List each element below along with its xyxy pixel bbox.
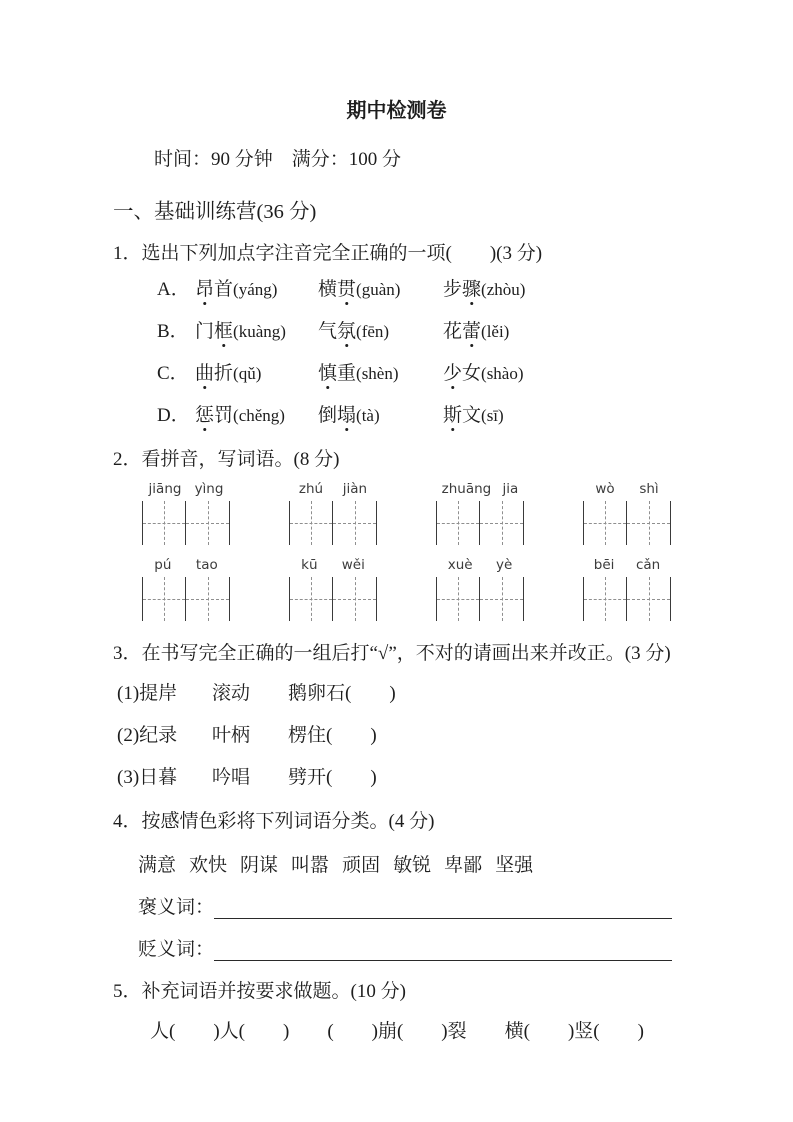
dotted-char: 少 <box>443 363 463 384</box>
writing-grid <box>289 501 377 545</box>
fill-blank-line <box>214 937 672 961</box>
pinyin-label: bēi cǎn <box>593 557 661 573</box>
dotted-char: 惩 <box>195 405 215 426</box>
dotted-char: 蕾 <box>462 321 482 342</box>
fill-blank-line <box>214 895 672 919</box>
word-item: 劈开( ) <box>288 767 377 788</box>
pinyin-grid-group <box>583 557 671 621</box>
option-word: 惩罚(chěng) <box>195 405 285 426</box>
pinyin-grid-group <box>142 481 230 545</box>
dotted-char: 塌 <box>337 405 357 426</box>
pinyin-label: jiāng yìng <box>148 481 224 497</box>
pinyin-label: pú tao <box>154 557 218 573</box>
word-item: 叫嚣 <box>291 855 330 876</box>
exam-meta: 时间：90 分钟 满分：100 分 <box>154 149 402 170</box>
word-item: 卑鄙 <box>444 855 483 876</box>
word-item: (1)提岸 <box>117 683 178 704</box>
idiom-fill-row <box>150 1019 793 1045</box>
word-item: 楞住( ) <box>288 725 377 746</box>
grid-cell <box>143 501 186 545</box>
category-label: 褒义词： <box>138 897 215 918</box>
pinyin-grid-group <box>289 481 377 545</box>
question-2-stem: 2．看拼音，写词语。(8 分) <box>113 449 340 470</box>
pinyin-grid-group <box>289 557 377 621</box>
grid-cell <box>333 577 376 621</box>
question-1-stem: 1．选出下列加点字注音完全正确的一项( )(3 分) <box>113 243 543 264</box>
pinyin-annotation: (chěng) <box>233 406 285 425</box>
grid-cell <box>186 501 229 545</box>
word-item: 满意 <box>138 855 177 876</box>
writing-grid <box>289 577 377 621</box>
question-5-stem: 5．补充词语并按要求做题。(10 分) <box>113 981 406 1002</box>
word-item: 滚动 <box>212 683 251 704</box>
writing-grid <box>436 501 524 545</box>
pinyin-annotation: (yáng) <box>233 280 278 299</box>
pinyin-annotation: (fēn) <box>356 322 390 341</box>
word-item: 阴谋 <box>240 855 279 876</box>
grid-cell <box>333 501 376 545</box>
option-word: 横贯(guàn) <box>318 279 401 300</box>
grid-cell <box>290 501 333 545</box>
word-item: 顽固 <box>342 855 381 876</box>
question-4-stem: 4．按感情色彩将下列词语分类。(4 分) <box>113 811 435 832</box>
word-item: 鹅卵石( ) <box>288 683 396 704</box>
grid-cell <box>437 577 480 621</box>
pinyin-annotation: (kuàng) <box>233 322 286 341</box>
option-label: C． <box>157 363 189 384</box>
dotted-char: 昂 <box>195 279 215 300</box>
word-item: 坚强 <box>495 855 534 876</box>
grid-cell <box>480 577 523 621</box>
idiom-blank: 横( )竖( ) <box>504 1021 644 1042</box>
word-item: 吟唱 <box>212 767 251 788</box>
pinyin-annotation: (lěi) <box>481 322 510 341</box>
writing-grid <box>583 577 671 621</box>
pinyin-annotation: (qǔ) <box>233 364 262 383</box>
idiom-blank: 人( )人( ) <box>150 1021 290 1042</box>
option-label: B． <box>157 321 189 342</box>
pinyin-label: xuè yè <box>447 557 513 573</box>
grid-cell <box>584 577 627 621</box>
pinyin-grid-group <box>583 481 671 545</box>
section-heading: 一、基础训练营(36 分) <box>113 201 317 223</box>
grid-cell <box>480 501 523 545</box>
word-bank <box>138 853 793 879</box>
grid-cell <box>290 577 333 621</box>
option-word: 昂首(yáng) <box>195 279 278 300</box>
option-word: 倒塌(tà) <box>318 405 380 426</box>
option-word: 花蕾(lěi) <box>443 321 510 342</box>
option-row-b <box>157 319 793 345</box>
pinyin-annotation: (sī) <box>481 406 504 425</box>
word-item: 欢快 <box>189 855 228 876</box>
pinyin-grid-row-2 <box>142 557 793 621</box>
option-word: 少女(shào) <box>443 363 524 384</box>
pinyin-grid-group <box>436 481 524 545</box>
dotted-char: 氛 <box>337 321 357 342</box>
option-word: 慎重(shèn) <box>318 363 399 384</box>
grid-cell <box>143 577 186 621</box>
option-row-a <box>157 277 793 303</box>
writing-grid <box>142 577 230 621</box>
grid-cell <box>186 577 229 621</box>
grid-cell <box>627 577 670 621</box>
writing-grid <box>583 501 671 545</box>
page-title: 期中检测卷 <box>346 100 447 122</box>
writing-grid <box>436 577 524 621</box>
option-word: 气氛(fēn) <box>318 321 390 342</box>
pinyin-grid-group <box>142 557 230 621</box>
dotted-char: 曲 <box>195 363 215 384</box>
pinyin-annotation: (zhòu) <box>481 280 526 299</box>
dotted-char: 贯 <box>337 279 357 300</box>
word-check-row <box>117 723 793 749</box>
pinyin-grid-group <box>436 557 524 621</box>
pinyin-grid-row-1 <box>142 481 793 545</box>
word-item: 叶柄 <box>212 725 251 746</box>
option-word: 曲折(qǔ) <box>195 363 262 384</box>
option-row-d <box>157 403 793 429</box>
option-row-c <box>157 361 793 387</box>
option-word: 步骤(zhòu) <box>443 279 526 300</box>
dotted-char: 框 <box>214 321 234 342</box>
dotted-char: 骤 <box>462 279 482 300</box>
option-word: 门框(kuàng) <box>195 321 286 342</box>
dotted-char: 斯 <box>443 405 463 426</box>
dotted-char: 慎 <box>318 363 338 384</box>
writing-grid <box>142 501 230 545</box>
idiom-blank: ( )崩( )裂 <box>327 1021 467 1042</box>
word-item: (2)纪录 <box>117 725 178 746</box>
grid-cell <box>627 501 670 545</box>
grid-cell <box>437 501 480 545</box>
word-check-row <box>117 681 793 707</box>
word-item: (3)日暮 <box>117 767 178 788</box>
question-1-options <box>157 277 793 429</box>
word-item: 敏锐 <box>393 855 432 876</box>
pinyin-label: wò shì <box>595 481 659 497</box>
answer-line-positive <box>138 895 672 921</box>
pinyin-label: zhuāng jia <box>441 481 519 497</box>
pinyin-annotation: (shào) <box>481 364 524 383</box>
word-check-row <box>117 765 793 791</box>
pinyin-annotation: (shèn) <box>356 364 399 383</box>
question-3-stem: 3．在书写完全正确的一组后打“√”，不对的请画出来并改正。(3 分) <box>113 643 671 664</box>
pinyin-label: zhú jiàn <box>298 481 368 497</box>
pinyin-label: kū wěi <box>301 557 365 573</box>
pinyin-annotation: (guàn) <box>356 280 401 299</box>
grid-cell <box>584 501 627 545</box>
option-label: D． <box>157 405 190 426</box>
option-label: A． <box>157 279 190 300</box>
option-word: 斯文(sī) <box>443 405 504 426</box>
pinyin-annotation: (tà) <box>356 406 380 425</box>
answer-line-negative <box>138 937 672 963</box>
category-label: 贬义词： <box>138 939 215 960</box>
